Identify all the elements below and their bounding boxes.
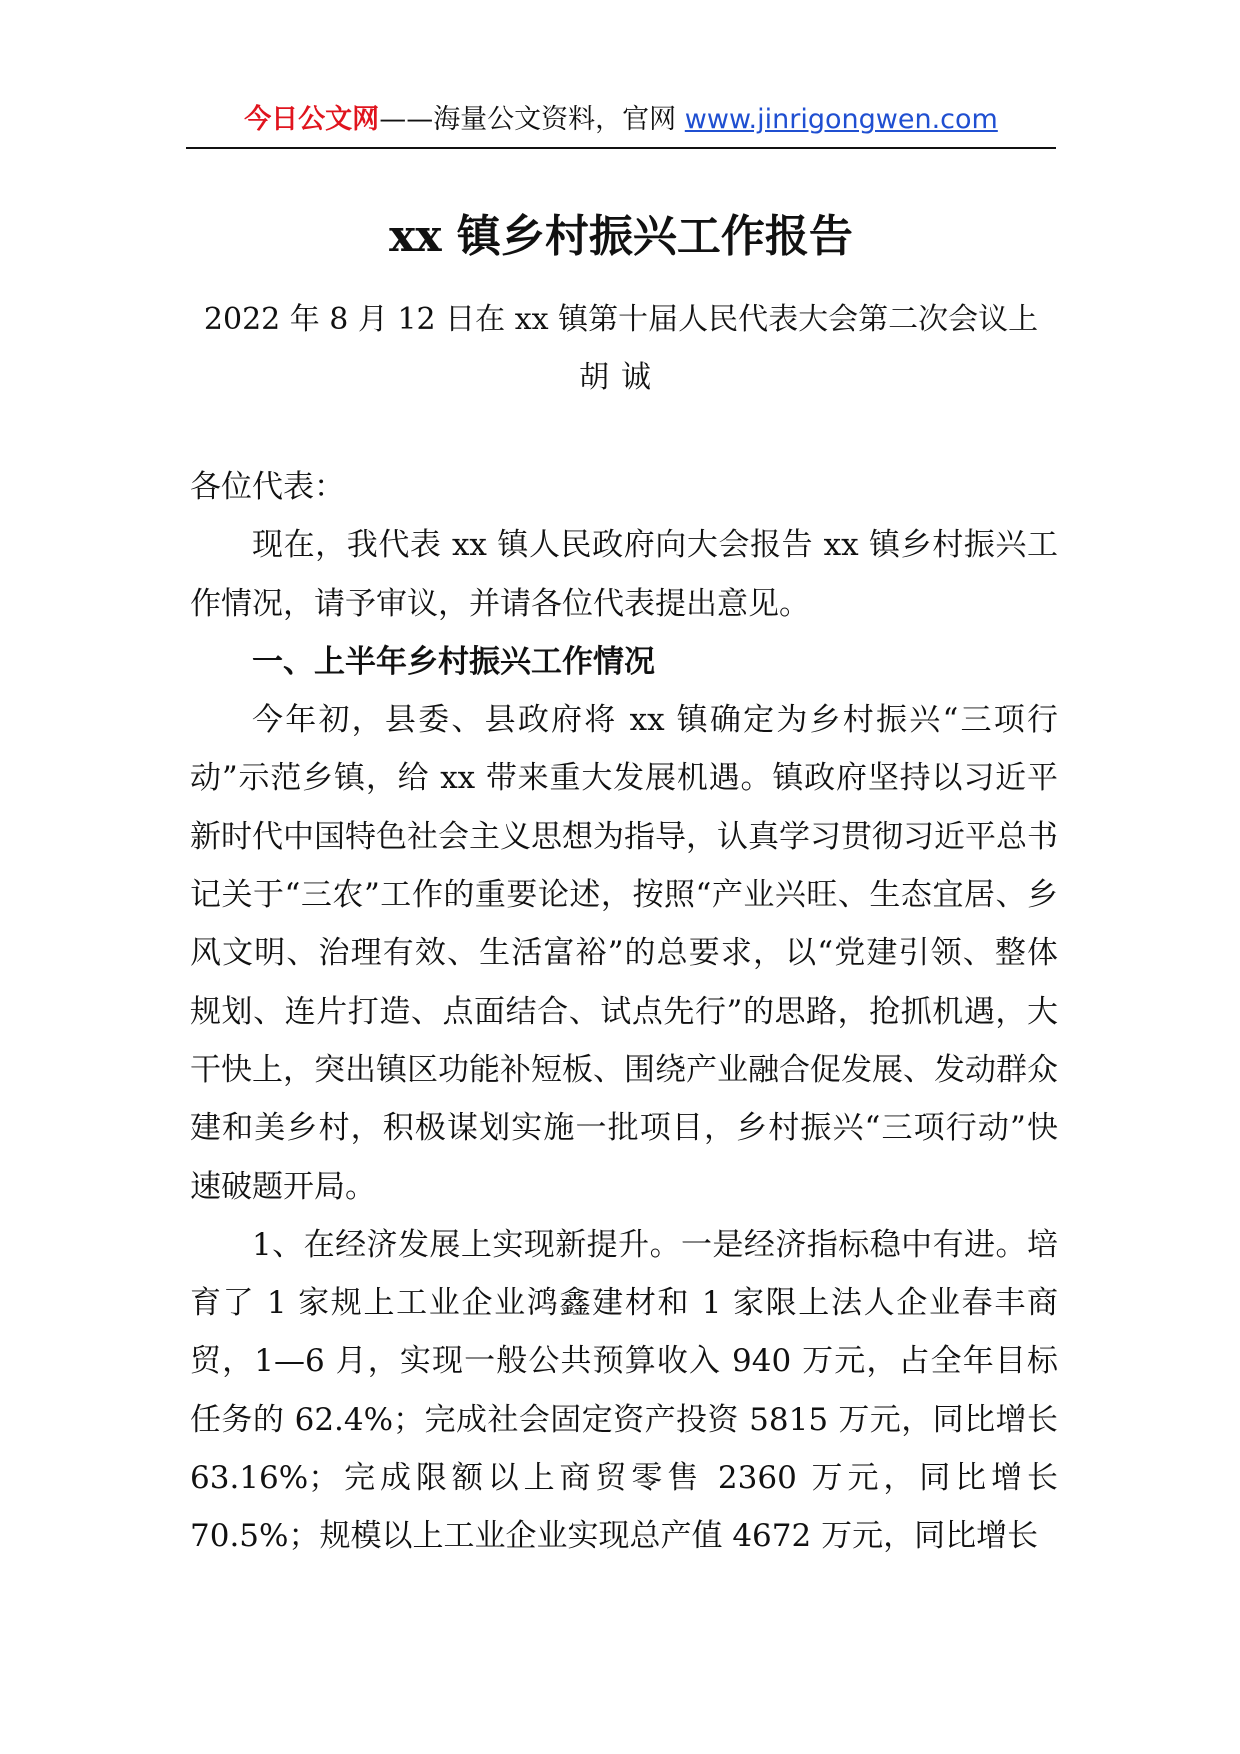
site-url-link[interactable]: www.jinrigongwen.com (684, 104, 998, 135)
document-title: xx 镇乡村振兴工作报告 (389, 211, 853, 262)
salutation: 各位代表： (190, 469, 345, 505)
economy-paragraph: 1、在经济发展上实现新提升。一是经济指标稳中有进。培育了 1 家规上工业企业鸿鑫建材和 1 家限上法人企业春丰商贸，1—6 月，实现一般公共预算收入 940 万元，占全年目标任务的 62.4%；完成社会固定资产投资 5815 万元，同比增长 63.16%；完成限额以上商贸零售 2360 万元，同比增长 70.5%；规模以上工业企业实现总产值 4672 万元，同比增长 (190, 1226, 1058, 1555)
section-heading: 一、上半年乡村振兴工作情况 (252, 643, 655, 680)
overview-paragraph: 今年初，县委、县政府将 xx 镇确定为乡村振兴“三项行动”示范乡镇，给 xx 带来重大发展机遇。镇政府坚持以习近平新时代中国特色社会主义思想为指导，认真学习贯彻习近平总书记关于“三农”工作的重要论述，按照“产业兴旺、生态宜居、乡风文明、治理有效、生活富裕”的总要求，以“党建引领、整体规划、连片打造、点面结合、试点先行”的思路，抢抓机遇，大干快上，突出镇区功能补短板、围绕产业融合促发展、发动群众建和美乡村，积极谋划实施一批项目，乡村振兴“三项行动”快速破题开局。 (190, 702, 1058, 1205)
site-tagline: ——海量公文资料，官网 (379, 104, 685, 135)
header-divider (186, 147, 1056, 149)
document-body (190, 458, 1058, 1566)
site-header (186, 100, 1056, 140)
site-name: 今日公文网 (244, 104, 380, 135)
document-subtitle: 2022 年 8 月 12 日在 xx 镇第十届人民代表大会第二次会议上 (203, 302, 1039, 337)
speaker-name: 胡诚 (579, 360, 663, 395)
intro-paragraph: 现在，我代表 xx 镇人民政府向大会报告 xx 镇乡村振兴工作情况，请予审议，并请各位代表提出意见。 (190, 527, 1058, 622)
